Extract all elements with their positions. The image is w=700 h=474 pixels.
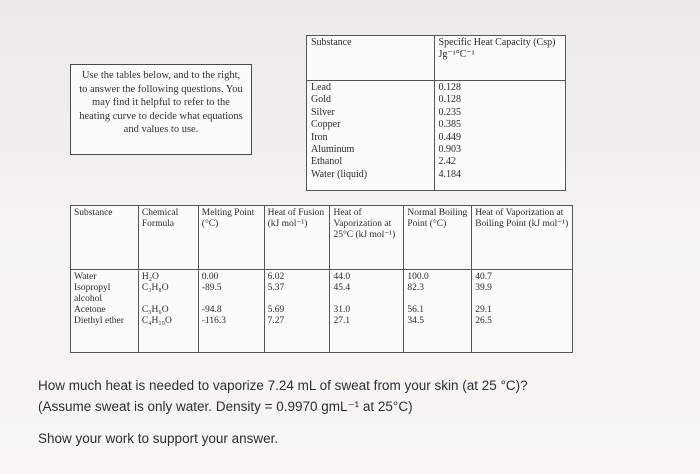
question-line-2: (Assume sweat is only water. Density = 0.9970 gmL⁻¹ at 25°C) <box>38 399 413 414</box>
table-cell: Water <box>74 272 97 282</box>
table-cell: 82.3 <box>407 283 424 293</box>
table-cell: -89.5 <box>201 283 222 293</box>
specific-heat-header-csp: Specific Heat Capacity (Csp) Jg⁻¹°C⁻¹ <box>434 36 565 81</box>
heat-of-fusion-column <box>264 270 330 353</box>
table-cell: 100.0 <box>407 272 429 282</box>
table-cell: Ethanol <box>311 156 343 168</box>
instructions-box <box>70 64 252 155</box>
table-cell: 0.385 <box>438 119 462 131</box>
table-cell: Diethyl ether <box>74 316 124 326</box>
table-cell: 0.00 <box>201 272 219 282</box>
substance-column <box>71 270 139 353</box>
table-cell: 31.0 <box>333 305 351 315</box>
table-cell: Silver <box>311 106 335 118</box>
header-melting-point: Melting Point (°C) <box>198 206 264 270</box>
table-cell: 5.69 <box>267 305 285 315</box>
header-heat-of-vaporization-25c: Heat of Vaporization at 25°C (kJ mol⁻¹) <box>330 206 404 270</box>
table-cell: 0.235 <box>438 106 462 118</box>
table-cell: 26.5 <box>475 316 492 326</box>
table-cell: 39.9 <box>475 283 492 293</box>
table-cell: 0.128 <box>438 94 462 106</box>
table-cell: C₄H₁₀O <box>141 316 172 326</box>
header-heat-of-vaporization-bp: Heat of Vaporization at Boiling Point (kJ mol⁻¹) <box>472 206 573 270</box>
table-cell: 45.4 <box>333 283 351 293</box>
table-cell: 40.7 <box>475 272 492 282</box>
table-cell: 6.02 <box>267 272 285 282</box>
table-cell: Gold <box>311 94 331 106</box>
specific-heat-header-substance: Substance <box>307 36 435 81</box>
specific-heat-substance-column <box>307 81 435 191</box>
question-text <box>38 375 658 449</box>
table-cell: 34.5 <box>407 316 424 326</box>
table-cell: 27.1 <box>333 316 351 326</box>
boiling-point-column <box>404 270 472 353</box>
instructions-text: Use the tables below, and to the right, to answer the following questions. You may find it helpful to refer to the heating curve to decide what equations and values to use. <box>79 70 243 135</box>
header-formula: Chemical Formula <box>138 206 198 270</box>
table-cell: 44.0 <box>333 272 351 282</box>
thermo-data-table <box>70 205 573 353</box>
heat-of-vaporization-bp-column <box>472 270 573 353</box>
table-cell: Isopropyl alcohol <box>74 283 111 304</box>
table-cell: C₃H₈O <box>141 283 169 293</box>
table-cell: Aluminum <box>311 143 355 155</box>
specific-heat-table <box>306 35 566 191</box>
table-cell: C₃H₆O <box>141 305 169 315</box>
table-cell: 2.42 <box>438 156 457 168</box>
table-cell: Copper <box>311 119 341 131</box>
table-cell: Water (liquid) <box>311 168 368 180</box>
table-cell: 0.128 <box>438 82 462 93</box>
heat-of-vaporization-25c-column <box>330 270 404 353</box>
table-cell: Acetone <box>74 305 106 315</box>
table-cell: 56.1 <box>407 305 424 315</box>
table-cell: 5.37 <box>267 283 285 293</box>
table-cell: 4.184 <box>438 168 462 180</box>
header-heat-of-fusion: Heat of Fusion (kJ mol⁻¹) <box>264 206 330 270</box>
formula-column <box>138 270 198 353</box>
table-cell: Iron <box>311 131 328 143</box>
question-line-1: How much heat is needed to vaporize 7.24 mL of sweat from your skin (at 25 °C)? <box>38 378 528 393</box>
table-cell: H₂O <box>141 272 159 282</box>
table-cell: 7.27 <box>267 316 285 326</box>
table-cell: -116.3 <box>201 316 226 326</box>
melting-point-column <box>198 270 264 353</box>
header-boiling-point: Normal Boiling Point (°C) <box>404 206 472 270</box>
table-cell: 0.903 <box>438 143 462 155</box>
table-cell: Lead <box>311 82 331 93</box>
question-line-3: Show your work to support your answer. <box>38 431 279 446</box>
table-cell: 0.449 <box>438 131 462 143</box>
specific-heat-value-column <box>434 81 565 191</box>
table-header-row <box>71 206 573 270</box>
table-body-row <box>71 270 573 353</box>
table-cell: -94.8 <box>201 305 222 315</box>
header-substance: Substance <box>71 206 139 270</box>
table-cell: 29.1 <box>475 305 492 315</box>
